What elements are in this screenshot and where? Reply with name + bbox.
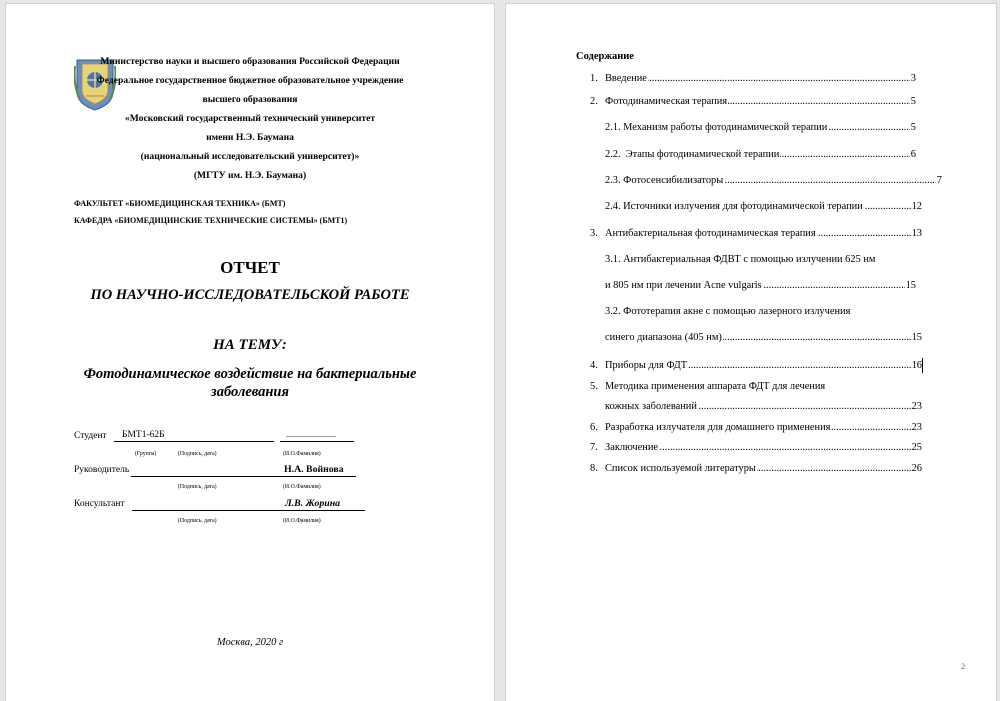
consultant-label: Консультант (74, 499, 125, 509)
toc-entry-text[interactable]: 3.2. Фототерапия акне с помощью лазерного излучения (605, 306, 851, 317)
university-named-after-line: имени Н.Э. Баумана (206, 132, 294, 143)
caption-sign-supervisor: (Подпись, дата) (178, 484, 217, 490)
toc-entry-text: и 805 нм при лечении Acne vulgaris (605, 280, 762, 291)
toc-entry-text: 2.3. Фотосенсибилизаторы (605, 175, 724, 186)
toc-entry-text: 2.1. Механизм работы фотодинамической терапии (605, 122, 828, 133)
toc-entry-num: 4. (590, 360, 598, 371)
toc-entry[interactable] (605, 422, 922, 436)
toc-entry[interactable] (605, 280, 916, 294)
student-label: Студент (74, 431, 107, 441)
caption-sign-student: (Подпись, дата) (178, 451, 217, 457)
city-year: Москва, 2020 г (216, 637, 284, 648)
toc-entry[interactable] (605, 360, 922, 374)
toc-entry[interactable] (605, 442, 922, 456)
student-name-blank: ......................... (286, 430, 336, 439)
toc-entry[interactable] (605, 96, 916, 110)
caption-name-supervisor: (И.О.Фамилия) (283, 484, 321, 490)
ministry-line: Министерство науки и высшего образования Российской Федерации (100, 56, 400, 67)
toc-entry-text: Разработка излучателя для домашнего применения (605, 422, 831, 433)
toc-entry-page: 7 (936, 175, 942, 186)
toc-entry-text: кожных заболеваний (605, 401, 697, 412)
caption-name-student: (И.О.Фамилия) (283, 451, 321, 457)
supervisor-name: Н.А. Войнова (284, 464, 344, 475)
toc-entry-text: 2.2. Этапы фотодинамической терапии (605, 149, 780, 160)
toc-entry-num: 1. (590, 73, 598, 84)
toc-entry-num: 7. (590, 442, 598, 453)
toc-entry-page: 6 (910, 149, 916, 160)
toc-heading: Содержание (576, 51, 634, 62)
toc-entry-page: 5 (910, 122, 916, 133)
toc-entry[interactable] (605, 401, 922, 415)
university-status-line: (национальный исследовательский университет)» (140, 151, 360, 162)
topic-label: НА ТЕМУ: (213, 337, 287, 353)
toc-entry-text: Приборы для ФДТ (605, 360, 688, 371)
toc-entry-num: 8. (590, 463, 598, 474)
toc-entry-text: Список используемой литературы (605, 463, 756, 474)
topic-line-1: Фотодинамическое воздействие на бактериальные (83, 366, 417, 382)
caption-name-consultant: (И.О.Фамилия) (283, 518, 321, 524)
topic-line-2: заболевания (211, 384, 289, 400)
student-group: БМТ1-62Б (122, 430, 165, 440)
toc-entry-page: 15 (905, 280, 916, 291)
toc-entry[interactable] (605, 332, 922, 346)
toc-entry-text: синего диапазона (405 нм) (605, 332, 722, 343)
toc-entry-page: 13 (911, 228, 922, 239)
toc-entry[interactable] (605, 175, 942, 189)
education-level-line: высшего образования (202, 94, 298, 105)
toc-entry-num: 2. (590, 96, 598, 107)
toc-entry-page: 26 (911, 463, 922, 474)
department-line: КАФЕДРА «БИОМЕДИЦИНСКИЕ ТЕХНИЧЕСКИЕ СИСТЕМЫ» (БМТ1) (74, 216, 348, 225)
university-name-line: «Московский государственный технический университет (124, 113, 376, 124)
institution-type-line: Федеральное государственное бюджетное образовательное учреждение (96, 75, 404, 86)
toc-entry-page: 25 (911, 442, 922, 453)
toc-entry[interactable] (605, 201, 922, 215)
faculty-line: ФАКУЛЬТЕТ «БИОМЕДИЦИНСКАЯ ТЕХНИКА» (БМТ) (74, 199, 286, 208)
toc-entry-num: 6. (590, 422, 598, 433)
toc-entry-text: Фотодинамическая терапия (605, 96, 728, 107)
toc-entry-page: 12 (911, 201, 922, 212)
toc-entry[interactable] (605, 463, 922, 477)
toc-entry-num: 3. (590, 228, 598, 239)
title-page (6, 4, 494, 701)
toc-entry[interactable] (605, 73, 916, 87)
page-number: 2 (961, 661, 966, 671)
supervisor-label: Руководитель (74, 465, 130, 475)
toc-entry-page: 15 (911, 332, 922, 343)
toc-entry-text: Введение (605, 73, 647, 84)
toc-entry-page: 16 (911, 360, 922, 371)
toc-entry-text[interactable]: Методика применения аппарата ФДТ для лечения (605, 381, 826, 392)
toc-entry[interactable] (605, 149, 916, 163)
toc-entry-page: 23 (911, 422, 922, 433)
toc-entry-num: 5. (590, 381, 598, 392)
toc-entry-text: Заключение (605, 442, 658, 453)
toc-entry[interactable] (605, 122, 916, 136)
report-subtitle: ПО НАУЧНО-ИССЛЕДОВАТЕЛЬСКОЙ РАБОТЕ (90, 287, 410, 303)
consultant-name: Л.В. Жорина (285, 498, 341, 509)
toc-entry-page: 3 (910, 73, 916, 84)
toc-entry[interactable] (605, 228, 922, 242)
toc-entry-text: Антибактериальная фотодинамическая терапия (605, 228, 816, 239)
text-cursor (922, 358, 923, 373)
caption-sign-consultant: (Подпись, дата) (178, 518, 217, 524)
toc-entry-page: 5 (910, 96, 916, 107)
toc-page (506, 4, 996, 701)
toc-entry-page: 23 (911, 401, 922, 412)
caption-group: (Группа) (135, 451, 157, 457)
report-title: ОТЧЕТ (220, 258, 280, 277)
university-abbrev-line: (МГТУ им. Н.Э. Баумана) (193, 170, 307, 181)
toc-entry-text[interactable]: 3.1. Антибактериальная ФДВТ с помощью излучении 625 нм (605, 254, 876, 265)
toc-entry-text: 2.4. Источники излучения для фотодинамической терапии (605, 201, 863, 212)
